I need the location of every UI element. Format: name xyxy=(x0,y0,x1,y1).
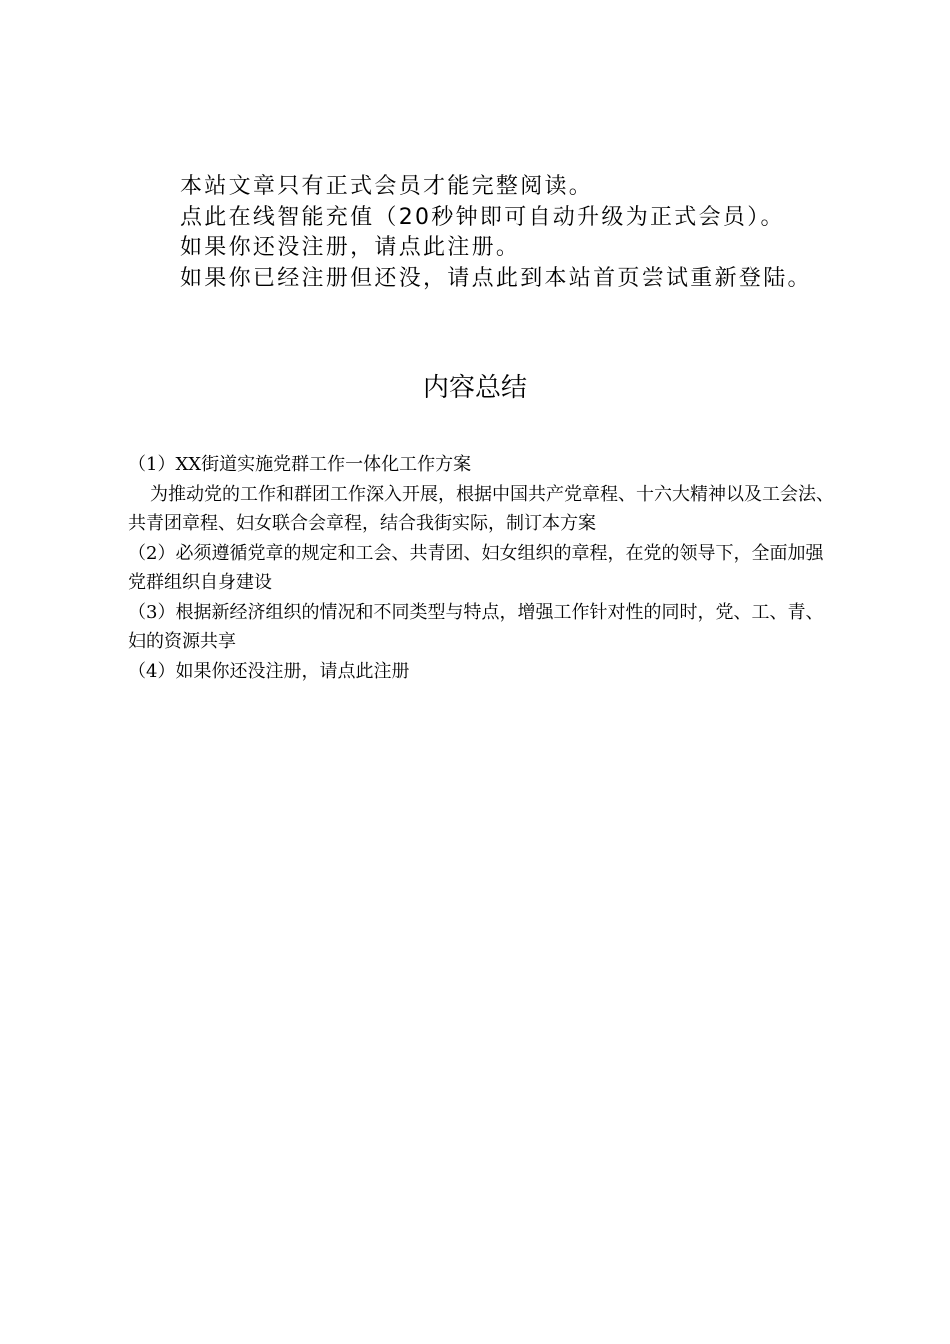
summary-item-1: （1）XX街道实施党群工作一体化工作方案 xyxy=(128,454,472,475)
summary-item-2: （2）必须遵循党章的规定和工会、共青团、妇女组织的章程，在党的领导下，全面加强党群组织自身建设 xyxy=(128,542,824,593)
register-link[interactable]: 如果你还没注册，请点此注册。 xyxy=(180,235,521,260)
summary-item-1-detail: 为推动党的工作和群团工作深入开展，根据中国共产党章程、十六大精神以及工会法、共青团章程、妇女联合会章程，结合我街实际，制订本方案 xyxy=(128,483,834,534)
summary-content xyxy=(128,450,840,686)
summary-item-3: （3）根据新经济组织的情况和不同类型与特点，增强工作针对性的同时，党、工、青、妇的资源共享 xyxy=(128,601,824,652)
relogin-link[interactable]: 如果你已经注册但还没，请点此到本站首页尝试重新登陆。 xyxy=(180,265,812,291)
membership-notice xyxy=(180,172,880,294)
recharge-link[interactable]: 点此在线智能充值（20秒钟即可自动升级为正式会员）。 xyxy=(180,204,785,230)
summary-title: 内容总结 xyxy=(422,373,527,403)
summary-item-4-register-link[interactable]: （4）如果你还没注册，请点此注册 xyxy=(128,660,410,682)
members-only-notice: 本站文章只有正式会员才能完整阅读。 xyxy=(180,174,594,199)
